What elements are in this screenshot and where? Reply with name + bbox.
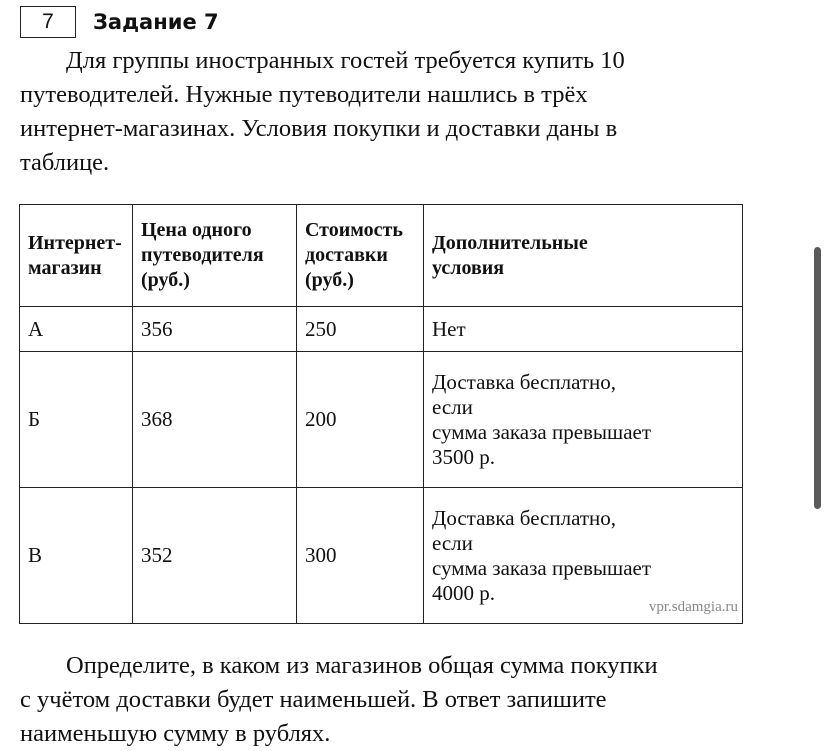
cell-price: 356 xyxy=(133,307,297,352)
intro-line: Для группы иностранных гостей требуется купить 10 xyxy=(66,47,625,74)
table-row xyxy=(20,307,743,352)
table-row xyxy=(20,352,743,488)
header-conditions: Дополнительные условия xyxy=(424,205,743,307)
cell-shop: Б xyxy=(20,352,133,488)
table-header-row xyxy=(20,205,743,307)
cell-delivery: 300 xyxy=(297,488,424,624)
cell-shop: В xyxy=(20,488,133,624)
cell-price: 352 xyxy=(133,488,297,624)
table-row xyxy=(20,488,743,624)
cell-conditions: Доставка бесплатно, если сумма заказа превышает 3500 р. xyxy=(424,352,743,488)
question-line: Определите, в каком из магазинов общая сумма покупки xyxy=(66,652,658,679)
intro-line: путеводителей. Нужные путеводители нашлись в трёх xyxy=(20,81,588,108)
cell-delivery: 200 xyxy=(297,352,424,488)
header-price: Цена одного путеводителя (руб.) xyxy=(133,205,297,307)
cell-price: 368 xyxy=(133,352,297,488)
header-delivery: Стоимость доставки (руб.) xyxy=(297,205,424,307)
intro-paragraph xyxy=(20,44,720,180)
shops-table xyxy=(19,204,743,624)
vertical-scrollbar[interactable] xyxy=(814,247,821,509)
header-shop: Интернет- магазин xyxy=(20,205,133,307)
intro-line: интернет-магазинах. Условия покупки и доставки даны в xyxy=(20,115,618,142)
task-number-box: 7 xyxy=(20,6,76,38)
question-paragraph xyxy=(20,649,780,751)
question-line: с учётом доставки будет наименьшей. В ответ запишите xyxy=(20,686,607,713)
cell-conditions: Нет xyxy=(424,307,743,352)
watermark: vpr.sdamgia.ru xyxy=(648,599,738,615)
cell-conditions: Доставка бесплатно, если сумма заказа превышает 4000 р. vpr.sdamgia.ru xyxy=(424,488,743,624)
intro-line: таблице. xyxy=(20,149,110,176)
task-title: Задание 7 xyxy=(93,10,219,34)
cell-shop: А xyxy=(20,307,133,352)
question-line: наименьшую сумму в рублях. xyxy=(20,720,331,747)
cell-delivery: 250 xyxy=(297,307,424,352)
